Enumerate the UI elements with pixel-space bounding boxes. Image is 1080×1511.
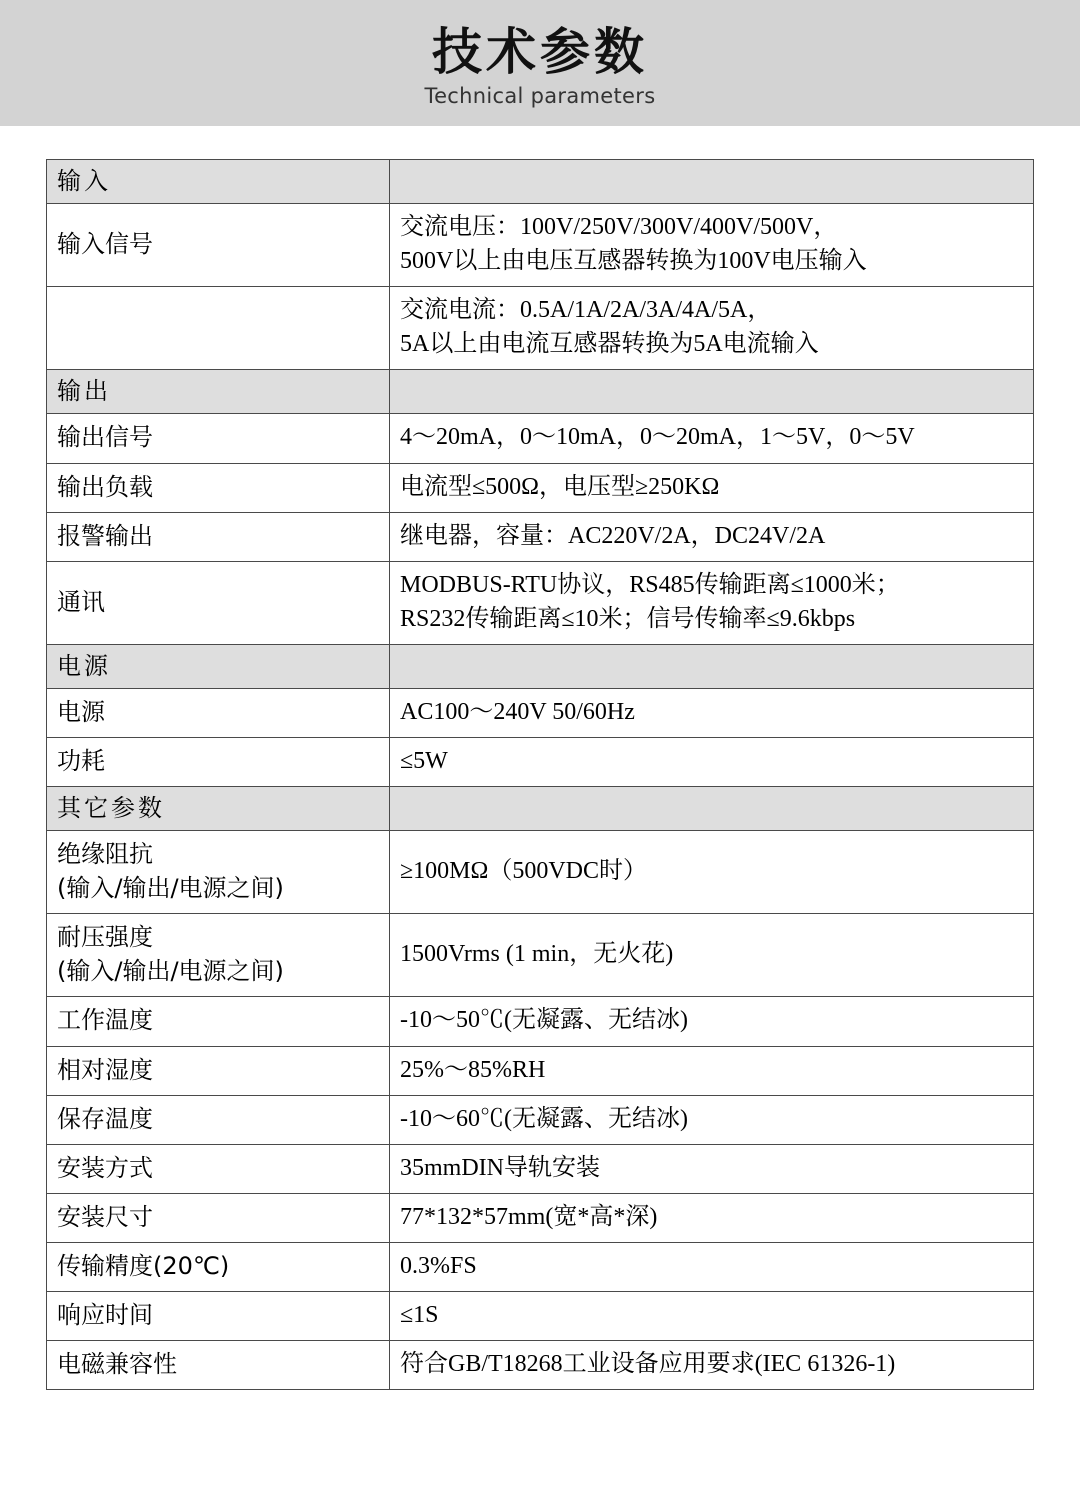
- table-row: [47, 1341, 1034, 1390]
- table-row: [47, 1144, 1034, 1193]
- row-label: 报警输出: [47, 512, 390, 561]
- table-row: [47, 287, 1034, 370]
- row-value: 电流型≤500Ω，电压型≥250KΩ: [390, 463, 1034, 512]
- table-row: [47, 512, 1034, 561]
- table-section-row: [47, 787, 1034, 831]
- section-label: 电源: [47, 644, 390, 688]
- table-row: [47, 831, 1034, 914]
- row-label: 输出信号: [47, 414, 390, 463]
- section-blank: [390, 644, 1034, 688]
- row-label: 安装尺寸: [47, 1193, 390, 1242]
- row-value: 符合GB/T18268工业设备应用要求(IEC 61326-1): [390, 1341, 1034, 1390]
- row-label: 电源: [47, 688, 390, 737]
- row-value: 1500Vrms (1 min，无火花): [390, 914, 1034, 997]
- row-label: [47, 287, 390, 370]
- row-value: [390, 287, 1034, 370]
- table-row: [47, 561, 1034, 644]
- section-blank: [390, 160, 1034, 204]
- row-value: 25%～85%RH: [390, 1046, 1034, 1095]
- table-section-row: [47, 160, 1034, 204]
- table-section-row: [47, 370, 1034, 414]
- row-label-line-1: 绝缘阻抗: [57, 840, 153, 869]
- table-row: [47, 414, 1034, 463]
- table-row: [47, 1046, 1034, 1095]
- row-label-line-1: 耐压强度: [57, 923, 153, 952]
- row-label: 传输精度(20℃): [47, 1242, 390, 1291]
- row-label: 输出负载: [47, 463, 390, 512]
- row-label: 相对湿度: [47, 1046, 390, 1095]
- section-label: 输入: [47, 160, 390, 204]
- row-value: 77*132*57mm(宽*高*深): [390, 1193, 1034, 1242]
- row-label: 通讯: [47, 561, 390, 644]
- row-value: [390, 561, 1034, 644]
- table-row: [47, 914, 1034, 997]
- table-row: [47, 463, 1034, 512]
- row-label: 安装方式: [47, 1144, 390, 1193]
- row-label: [47, 914, 390, 997]
- row-label-line-2: (输入/输出/电源之间): [57, 874, 284, 903]
- table-row: [47, 738, 1034, 787]
- value-line-1: 交流电流：0.5A/1A/2A/3A/4A/5A，: [400, 297, 772, 324]
- row-label: 电磁兼容性: [47, 1341, 390, 1390]
- row-label: 保存温度: [47, 1095, 390, 1144]
- value-line-2: RS232传输距离≤10米；信号传输率≤9.6kbps: [400, 605, 856, 632]
- row-value: 0.3%FS: [390, 1242, 1034, 1291]
- value-line-1: MODBUS-RTU协议，RS485传输距离≤1000米；: [400, 571, 900, 598]
- table-section-row: [47, 644, 1034, 688]
- row-label-line-2: (输入/输出/电源之间): [57, 957, 284, 986]
- page-header: [0, 0, 1080, 126]
- table-row: [47, 997, 1034, 1046]
- value-line-2: 5A以上由电流互感器转换为5A电流输入: [400, 331, 819, 358]
- row-value: -10～60℃(无凝露、无结冰): [390, 1095, 1034, 1144]
- row-label: [47, 831, 390, 914]
- table-row: [47, 1193, 1034, 1242]
- row-value: AC100～240V 50/60Hz: [390, 688, 1034, 737]
- page-subtitle: Technical parameters: [424, 83, 656, 108]
- row-value: [390, 204, 1034, 287]
- spec-table-container: [0, 126, 1080, 1390]
- section-blank: [390, 370, 1034, 414]
- page-title: 技术参数: [432, 23, 648, 82]
- table-row: [47, 1242, 1034, 1291]
- row-value: -10～50℃(无凝露、无结冰): [390, 997, 1034, 1046]
- row-value: 4～20mA，0～10mA，0～20mA，1～5V，0～5V: [390, 414, 1034, 463]
- row-value: ≤1S: [390, 1291, 1034, 1340]
- table-row: [47, 1095, 1034, 1144]
- row-value: 继电器，容量：AC220V/2A，DC24V/2A: [390, 512, 1034, 561]
- row-value: ≤5W: [390, 738, 1034, 787]
- table-row: [47, 688, 1034, 737]
- row-label: 功耗: [47, 738, 390, 787]
- table-row: [47, 204, 1034, 287]
- row-value: 35mmDIN导轨安装: [390, 1144, 1034, 1193]
- table-row: [47, 1291, 1034, 1340]
- row-label: 工作温度: [47, 997, 390, 1046]
- specifications-table: [46, 159, 1034, 1390]
- section-blank: [390, 787, 1034, 831]
- value-line-2: 500V以上由电压互感器转换为100V电压输入: [400, 248, 867, 275]
- section-label: 输出: [47, 370, 390, 414]
- row-label: 响应时间: [47, 1291, 390, 1340]
- section-label: 其它参数: [47, 787, 390, 831]
- row-label: 输入信号: [47, 204, 390, 287]
- row-value: ≥100MΩ（500VDC时）: [390, 831, 1034, 914]
- value-line-1: 交流电压：100V/250V/300V/400V/500V，: [400, 214, 838, 241]
